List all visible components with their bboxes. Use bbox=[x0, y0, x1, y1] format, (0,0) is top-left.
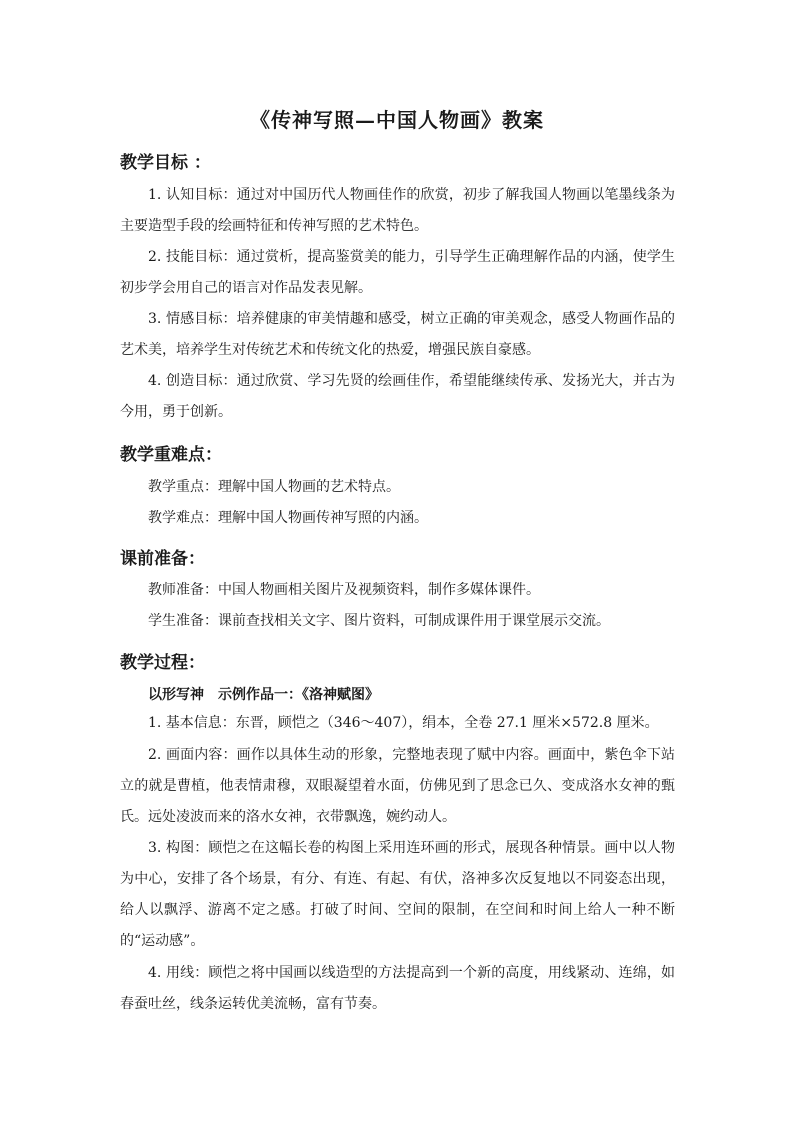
objective-paragraph: 2. 技能目标：通过赏析，提高鉴赏美的能力，引导学生正确理解作品的内涵，使学生初步学会用自己的语言对作品发表见解。 bbox=[120, 249, 675, 296]
section-heading-keypoints: 教学重难点： bbox=[120, 445, 222, 465]
process-paragraph: 1. 基本信息：东晋，顾恺之（346～407），绢本，全卷 27.1 厘米×572.8 厘米。 bbox=[148, 715, 659, 731]
process-paragraph: 3. 构图：顾恺之在这幅长卷的构图上采用连环画的形式，展现各种情景。画中以人物为中心，安排了各个场景，有分、有连、有起、有伏，洛神多次反复地以不同姿态出现，给人以飘浮、游离不定之感。打破了时间、空间的限制，在空间和时间上给人一种不断的“运动感”。 bbox=[120, 840, 675, 949]
objective-paragraph: 3. 情感目标：培养健康的审美情趣和感受，树立正确的审美观念，感受人物画作品的艺术美，培养学生对传统艺术和传统文化的热爱，增强民族自豪感。 bbox=[120, 311, 675, 358]
keypoint-paragraph: 教学难点：理解中国人物画传神写照的内涵。 bbox=[148, 510, 428, 526]
section-heading-prep: 课前准备： bbox=[120, 549, 205, 569]
objective-paragraph: 1. 认知目标：通过对中国历代人物画佳作的欣赏，初步了解我国人物画以笔墨线条为主要造型手段的绘画特征和传神写照的艺术特色。 bbox=[120, 187, 675, 234]
prep-paragraph: 学生准备：课前查找相关文字、图片资料，可制成课件用于课堂展示交流。 bbox=[148, 613, 610, 629]
section-heading-objectives: 教学目标 ： bbox=[120, 153, 211, 173]
objective-paragraph: 4. 创造目标：通过欣赏、学习先贤的绘画佳作，希望能继续传承、发扬光大，并古为今用，勇于创新。 bbox=[120, 373, 675, 420]
process-paragraph: 2. 画面内容：画作以具体生动的形象，完整地表现了赋中内容。画面中，紫色伞下站立的就是曹植，他表情肃穆，双眼凝望着水面，仿佛见到了思念已久、变成洛水女神的甄氏。远处凌波而来的洛水女神，衣带飘逸，婉约动人。 bbox=[120, 747, 675, 825]
process-subheading: 以形写神 示例作品一：《洛神赋图》 bbox=[148, 687, 379, 703]
document-title: 《传神写照—中国人物画》教案 bbox=[250, 108, 544, 132]
process-paragraph: 4. 用线：顾恺之将中国画以线造型的方法提高到一个新的高度，用线紧动、连绵，如春蚕吐丝，线条运转优美流畅，富有节奏。 bbox=[120, 965, 675, 1012]
prep-paragraph: 教师准备：中国人物画相关图片及视频资料，制作多媒体课件。 bbox=[148, 582, 540, 598]
section-heading-process: 教学过程： bbox=[120, 653, 205, 673]
keypoint-paragraph: 教学重点：理解中国人物画的艺术特点。 bbox=[148, 479, 400, 495]
